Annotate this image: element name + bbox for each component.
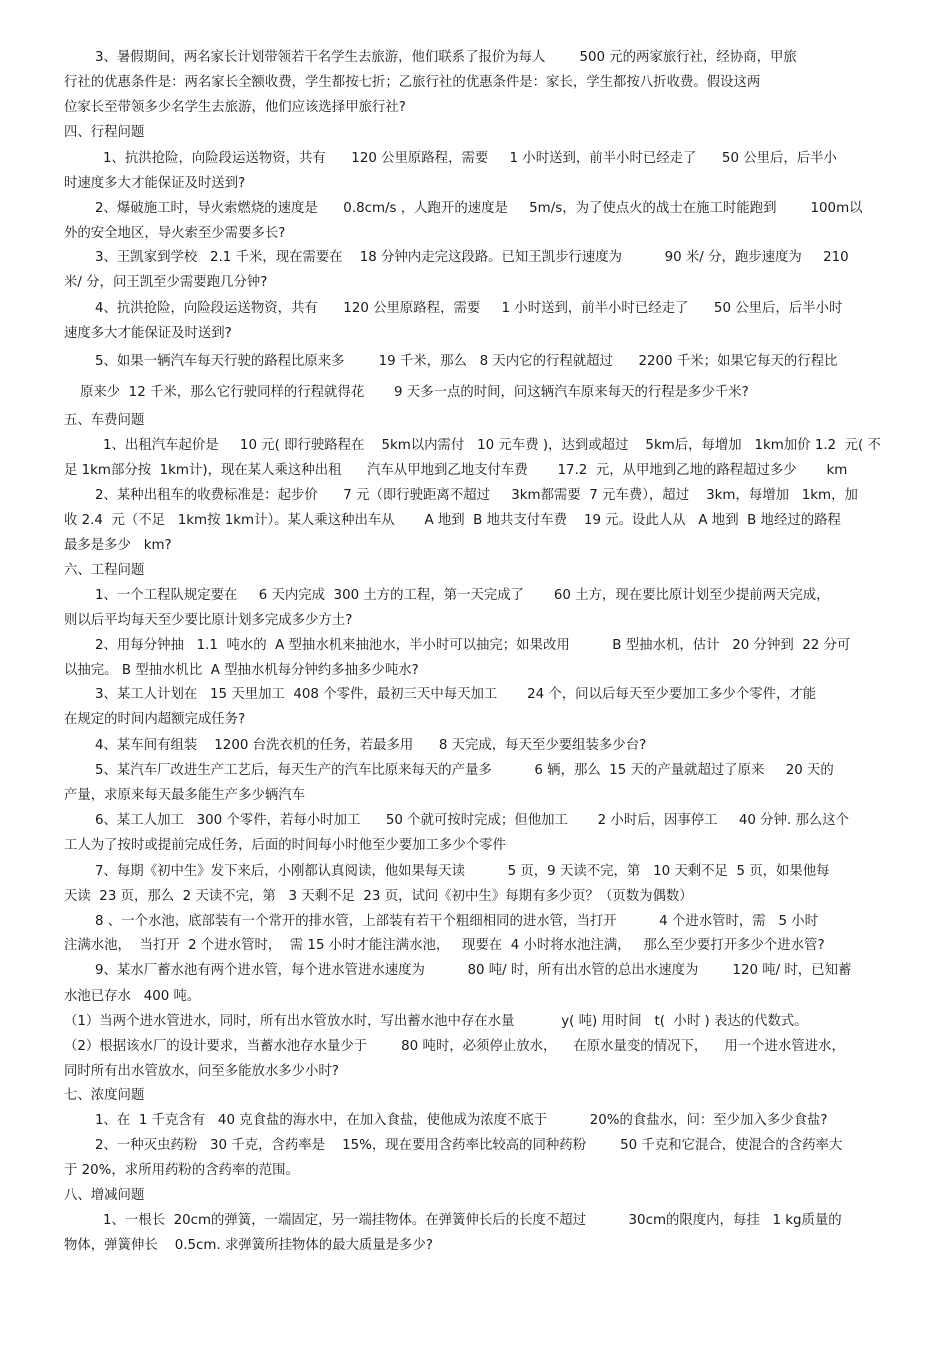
problem-text: 5、某汽车厂改进生产工艺后，每天生产的汽车比原来每天的产量多 6 辆，那么 15 天的产量就超过了原来 20 天的 [95, 763, 834, 778]
problem-text: 于 20%，求所用药粉的含药率的范围。 [64, 1163, 299, 1178]
problem-text: 收 2.4 元（不足 1km按 1km计）。某人乘这种出车从 A 地到 B 地共支付车费 19 元。设此人从 A 地到 B 地经过的路程 [64, 513, 841, 528]
problem-text: 物体，弹簧伸长 0.5cm. 求弹簧所挂物体的最大质量是多少? [64, 1238, 433, 1253]
problem-text: 米/ 分，问王凯至少需要跑几分钟? [64, 275, 268, 290]
problem-text: 2、一种灭虫药粉 30 千克，含药率是 15%，现在要用含药率比较高的同种药粉 50 千克和它混合，使混合的含药率大 [95, 1138, 843, 1153]
problem-text: 5、如果一辆汽车每天行驶的路程比原来多 19 千米，那么 8 天内它的行程就超过 2200 千米；如果它每天的行程比 [95, 354, 838, 369]
problem-text: 原来少 12 千米，那么它行驶同样的行程就得花 9 天多一点的时间，问这辆汽车原来每天的行程是多少千米? [80, 385, 749, 400]
problem-text: 9、某水厂蓄水池有两个进水管，每个进水管进水速度为 80 吨/ 时，所有出水管的总出水速度为 120 吨/ 时，已知蓄 [95, 963, 852, 978]
problem-text: 最多是多少 km? [64, 538, 172, 553]
problem-text: 天读 23 页，那么 2 天读不完，第 3 天剩不足 23 页，试问《初中生》每期有多少页？（页数为偶数） [64, 889, 693, 904]
problem-text: 2、爆破施工时，导火索燃烧的速度是 0.8cm/s ，人跑开的速度是 5m/s，为了使点火的战士在施工时能跑到 100m以 [95, 201, 863, 216]
problem-text: 2、某种出租车的收费标准是：起步价 7 元（即行驶距离不超过 3km都需要 7 元车费），超过 3km，每增加 1km，加 [95, 488, 858, 503]
section-heading: 四、行程问题 [64, 125, 145, 140]
problem-text: 4、某车间有组装 1200 台洗衣机的任务，若最多用 8 天完成，每天至少要组装多少台? [95, 738, 647, 753]
section-heading: 八、增减问题 [64, 1188, 145, 1203]
section-heading: 七、浓度问题 [64, 1088, 145, 1103]
problem-text: 位家长至带领多少名学生去旅游，他们应该选择甲旅行社? [64, 100, 406, 115]
problem-text: 1、一个工程队规定要在 6 天内完成 300 土方的工程，第一天完成了 60 土方，现在要比原计划至少提前两天完成， [95, 588, 830, 603]
problem-text: 8 、一个水池，底部装有一个常开的排水管，上部装有若干个粗细相同的进水管，当打开 4 个进水管时，需 5 小时 [95, 914, 819, 929]
problem-text: 4、抗洪抢险，向险段运送物资，共有 120 公里原路程，需要 1 小时送到，前半小时已经走了 50 公里后，后半小时 [95, 301, 843, 316]
problem-text: 则以后平均每天至少要比原计划多完成多少方土? [64, 613, 353, 628]
problem-text: 足 1km部分按 1km计)，现在某人乘这种出租 汽车从甲地到乙地支付车费 17.2 元，从甲地到乙地的路程超过多少 km [64, 463, 848, 478]
problem-text: 3、某工人计划在 15 天里加工 408 个零件，最初三天中每天加工 24 个，问以后每天至少要加工多少个零件，才能 [95, 687, 817, 702]
problem-text: 1、一根长 20cm的弹簧，一端固定，另一端挂物体。在弹簧伸长后的长度不超过 30cm的限度内，每挂 1 kg质量的 [103, 1213, 842, 1228]
problem-text: 工人为了按时或提前完成任务，后面的时间每小时他至少要加工多少个零件 [64, 838, 506, 853]
problem-text: 注满水池， 当打开 2 个进水管时， 需 15 小时才能注满水池， 现要在 4 小时将水池注满， 那么至少要打开多少个进水管? [64, 938, 825, 953]
problem-text: 1、出租汽车起价是 10 元( 即行驶路程在 5km以内需付 10 元车费 )，达到或超过 5km后，每增加 1km加价 1.2 元( 不 [103, 438, 881, 453]
problem-text: 在规定的时间内超额完成任务? [64, 712, 246, 727]
problem-text: 行社的优惠条件是：两名家长全额收费，学生都按七折；乙旅行社的优惠条件是：家长，学生都按八折收费。假设这两 [64, 75, 761, 90]
problem-text: 1、在 1 千克含有 40 克食盐的海水中，在加入食盐，使他成为浓度不底于 20%的食盐水，问：至少加入多少食盐? [95, 1113, 828, 1128]
problem-text: 3、暑假期间，两名家长计划带领若干名学生去旅游，他们联系了报价为每人 500 元的两家旅行社，经协商，甲旅 [95, 50, 797, 65]
section-heading: 五、车费问题 [64, 413, 145, 428]
problem-text: 水池已存水 400 吨。 [64, 989, 201, 1004]
problem-text: 同时所有出水管放水，问至多能放水多少小时? [64, 1064, 339, 1079]
problem-text: 7、每期《初中生》发下来后，小刚都认真阅读，他如果每天读 5 页，9 天读不完，第 10 天剩不足 5 页，如果他每 [95, 864, 830, 879]
problem-text: 时速度多大才能保证及时送到? [64, 176, 246, 191]
problem-text: 2、用每分钟抽 1.1 吨水的 A 型抽水机来抽池水，半小时可以抽完；如果改用 B 型抽水机，估计 20 分钟到 22 分可 [95, 638, 851, 653]
problem-text: 产量，求原来每天最多能生产多少辆汽车 [64, 788, 306, 803]
problem-text: 以抽完。 B 型抽水机比 A 型抽水机每分钟约多抽多少吨水? [64, 663, 419, 678]
problem-text: （1）当两个进水管进水，同时，所有出水管放水时，写出蓄水池中存在水量 y( 吨) 用时间 t( 小时 ) 表达的代数式。 [64, 1014, 808, 1029]
problem-text: 外的安全地区，导火索至少需要多长? [64, 226, 286, 241]
problem-text: 6、某工人加工 300 个零件，若每小时加工 50 个就可按时完成；但他加工 2 小时后，因事停工 40 分钟. 那么这个 [95, 813, 850, 828]
problem-text: （2）根据该水厂的设计要求，当蓄水池存水量少于 80 吨时，必须停止放水， 在原水量变的情况下， 用一个进水管进水， [64, 1039, 845, 1054]
problem-text: 1、抗洪抢险，向险段运送物资，共有 120 公里原路程，需要 1 小时送到，前半小时已经走了 50 公里后，后半小 [103, 151, 837, 166]
problem-text: 3、王凯家到学校 2.1 千米，现在需要在 18 分钟内走完这段路。已知王凯步行速度为 90 米/ 分，跑步速度为 210 [95, 250, 849, 265]
problem-text: 速度多大才能保证及时送到? [64, 326, 232, 341]
section-heading: 六、工程问题 [64, 563, 145, 578]
